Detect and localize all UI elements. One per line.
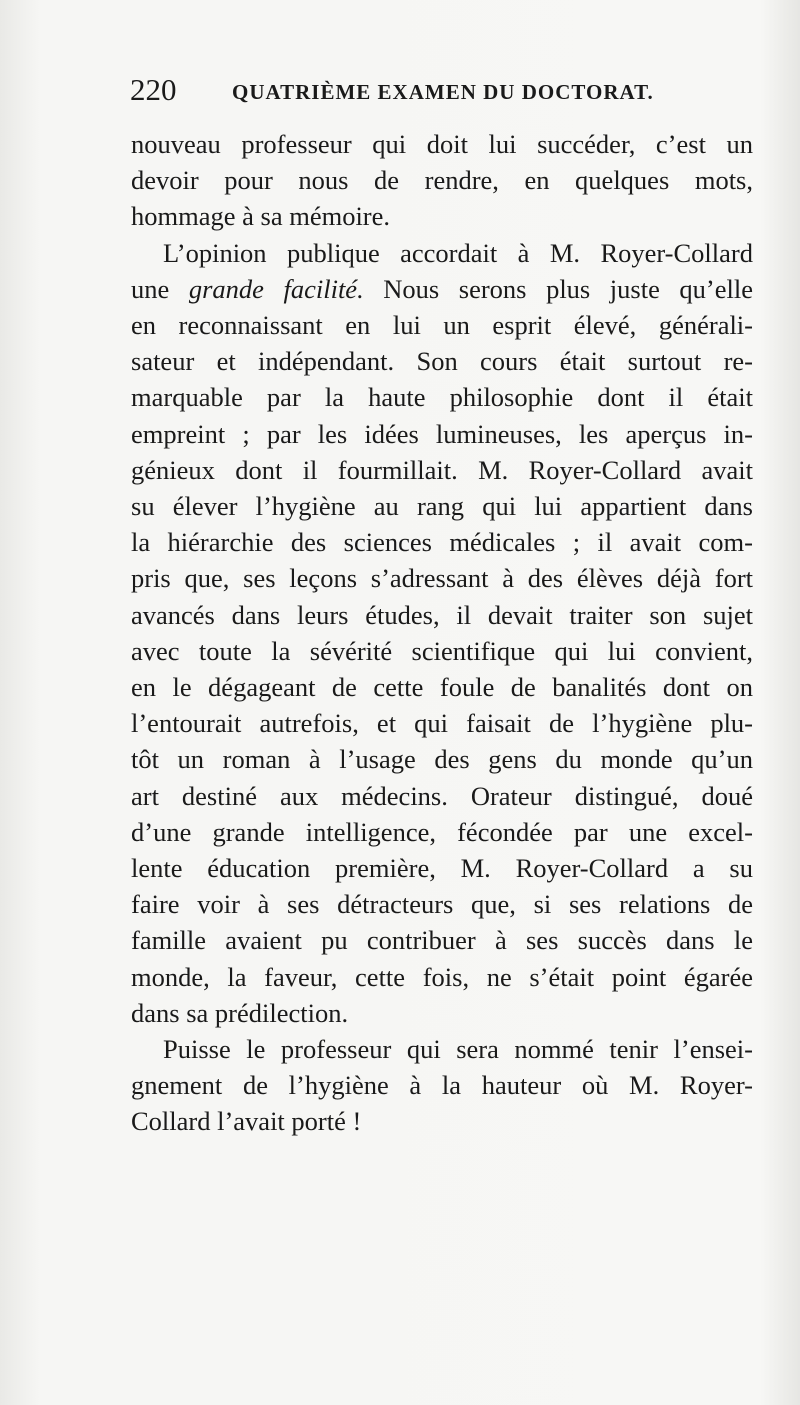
text-line: Puisse le professeur qui sera nommé tenir l’ensei- [163, 1034, 753, 1065]
emphasis-text: grande facilité. [188, 273, 364, 304]
text-line: famille avaient pu contribuer à ses succès dans le [131, 925, 753, 956]
text-line: L’opinion publique accordait à M. Royer-Collard [163, 237, 753, 268]
text-line: génieux dont il fourmillait. M. Royer-Collard avait [131, 454, 753, 485]
paragraph-2 [131, 235, 753, 1031]
text-fragment: une [131, 273, 189, 304]
body-text [131, 126, 753, 1140]
text-line: avec toute la sévérité scientifique qui lui convient, [131, 635, 753, 666]
text-line: monde, la faveur, cette fois, ne s’était point égarée [131, 961, 753, 992]
text-line: hommage à sa mémoire. [131, 201, 391, 232]
text-line: art destiné aux médecins. Orateur distingué, doué [131, 780, 753, 811]
text-line: l’entourait autrefois, et qui faisait de l’hygiène plu- [131, 708, 753, 739]
text-line: d’une grande intelligence, fécondée par une excel- [131, 816, 753, 847]
text-line-with-emphasis [131, 271, 753, 307]
text-line: faire voir à ses détracteurs que, si ses relations de [131, 889, 753, 920]
text-line: nouveau professeur qui doit lui succéder, c’est un [131, 129, 753, 159]
text-line: empreint ; par les idées lumineuses, les aperçus in- [131, 418, 753, 449]
text-line: lente éducation première, M. Royer-Collard a su [131, 853, 753, 884]
text-line: dans sa prédilection. [131, 997, 349, 1028]
text-line: en le dégageant de cette foule de banalités dont on [131, 672, 753, 703]
text-line: la hiérarchie des sciences médicales ; il avait com- [131, 527, 753, 558]
paragraph-3 [131, 1031, 753, 1140]
text-fragment: Nous serons plus juste qu’elle [363, 273, 753, 304]
text-line: sateur et indépendant. Son cours était surtout re- [131, 346, 753, 377]
text-line: Collard l’avait porté ! [131, 1106, 362, 1137]
text-line: devoir pour nous de rendre, en quelques mots, [131, 165, 753, 196]
text-line: marquable par la haute philosophie dont il était [131, 382, 753, 413]
paragraph-1 [131, 126, 753, 235]
page-number: 220 [130, 72, 177, 107]
text-line: gnement de l’hygiène à la hauteur où M. Royer- [131, 1070, 753, 1101]
text-line: tôt un roman à l’usage des gens du monde qu’un [131, 744, 753, 775]
page-header [130, 70, 770, 110]
running-title: QUATRIÈME EXAMEN DU DOCTORAT. [232, 80, 654, 104]
text-line: en reconnaissant en lui un esprit élevé, générali- [131, 310, 753, 341]
text-line: avancés dans leurs études, il devait traiter son sujet [131, 599, 753, 630]
text-line: pris que, ses leçons s’adressant à des élèves déjà fort [131, 563, 753, 594]
text-line: su élever l’hygiène au rang qui lui appartient dans [131, 491, 753, 522]
